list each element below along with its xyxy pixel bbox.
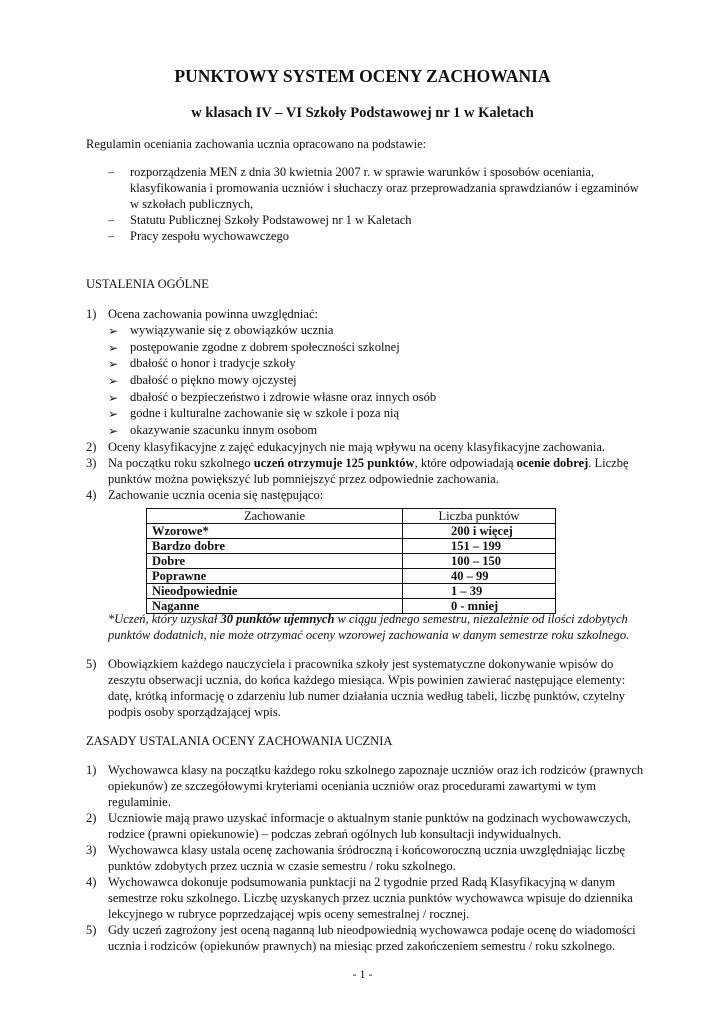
table-row (147, 554, 556, 569)
rule-item (86, 762, 646, 810)
arrow-bullet-icon: ➢ (108, 390, 119, 405)
criteria-item: ➢ godne i kulturalne zachowanie się w szkole i poza nią (108, 406, 400, 422)
rule-item (86, 487, 646, 503)
points-cell: 40 – 99 (403, 569, 556, 584)
grading-rules-list (86, 762, 646, 954)
rule-number: 4) (86, 875, 97, 889)
criteria-item: ➢ postępowanie zgodne z dobrem społeczności szkolnej (108, 339, 400, 355)
criteria-item: ➢ dbałość o piękno mowy ojczystej (108, 373, 297, 389)
rule-number: 1) (86, 763, 97, 777)
table-header-cell: Zachowanie (147, 509, 403, 524)
rule-item (86, 439, 646, 455)
arrow-bullet-icon: ➢ (108, 340, 119, 355)
rule-number: 1) (86, 307, 97, 321)
basis-item: – Pracy zespołu wychowawczego (86, 228, 646, 244)
grade-cell: Poprawne (147, 569, 403, 584)
table-header-row (147, 509, 556, 524)
table-row (147, 569, 556, 584)
grade-cell: Nieodpowiednie (147, 584, 403, 599)
arrow-bullet-icon: ➢ (108, 424, 119, 439)
criteria-list (86, 322, 646, 439)
intro-paragraph: Regulamin oceniania zachowania ucznia opracowano na podstawie: (86, 137, 427, 151)
rule-text: Oceny klasyfikacyjne z zajęć edukacyjnych nie mają wpływu na oceny klasyfikacyjne zachowania. (108, 439, 606, 454)
arrow-bullet-icon: ➢ (108, 324, 119, 338)
rule-text: Wychowawca klasy ustala ocenę zachowania śródroczną i końcoworoczną ucznia uwzględniając liczbę punktów zdobytych przez ucznia w czasie semestru / roku szkolnego. (108, 843, 626, 873)
page-number: - 1 - (352, 967, 373, 981)
grade-cell: Dobre (147, 554, 403, 569)
points-cell: 1 – 39 (403, 584, 556, 599)
document-subtitle: w klasach IV – VI Szkoły Podstawowej nr 1 w Kaletach (191, 105, 534, 121)
basis-item: – Statutu Publicznej Szkoły Podstawowej nr 1 w Kaletach (86, 212, 646, 228)
grade-cell: Bardzo dobre (147, 539, 403, 554)
criteria-item: ➢ wywiązywanie się z obowiązków ucznia (108, 323, 334, 338)
rule-item (86, 810, 646, 842)
points-table (146, 508, 556, 614)
rule-item (86, 656, 646, 720)
rule-text: Wychowawca dokonuje podsumowania punktacji na 2 tygodnie przed Radą Klasyfikacyjną w danym semestrze roku szkolnego. Liczbę uzyskanych przez ucznia punktów wychowawca wpisuje do dziennika lekcyjnego w rubryce poprzedzającej wpis oceny semestralnej / rocznej. (108, 875, 633, 921)
bold-phrase: 30 punktów ujemnych (220, 612, 335, 626)
rule-number: 3) (86, 455, 97, 470)
general-rules-list-continued (86, 656, 646, 720)
rule-number: 2) (86, 439, 97, 454)
rule-number: 5) (86, 657, 97, 671)
rule-item (86, 922, 646, 954)
points-cell: 100 – 150 (403, 554, 556, 569)
arrow-bullet-icon: ➢ (108, 357, 119, 372)
rule-item (86, 842, 646, 874)
points-cell: 0 - mniej (403, 599, 556, 614)
basis-list (86, 164, 646, 244)
table-header-cell: Liczba punktów (403, 509, 556, 524)
basis-item: – rozporządzenia MEN z dnia 30 kwietnia 2007 r. w sprawie warunków i sposobów oceniania, klasyfikowania i promowania uczniów i słuchaczy oraz przeprowadzania sprawdzianów i egzaminów w szkołach publicznych, (86, 164, 646, 212)
rule-text: Uczniowie mają prawo uzyskać informacje o aktualnym stanie punktów na godzinach wychowawczych, rodzice (prawni opiekunowie) – podczas zebrań ogólnych lub konsultacji indywidualnych. (108, 811, 631, 841)
rule-number: 5) (86, 923, 97, 937)
section-heading-rules: ZASADY USTALANIA OCENY ZACHOWANIA UCZNIA (86, 734, 393, 748)
criteria-item: ➢ okazywanie szacunku innym osobom (108, 423, 318, 439)
criteria-item: ➢ dbałość o bezpieczeństwo i zdrowie własne oraz innych osób (108, 389, 437, 405)
table-row (147, 539, 556, 554)
bold-phrase: uczeń otrzymuje 125 punktów (253, 455, 415, 470)
rule-item: 3) Na początku roku szkolnego uczeń otrzymuje 125 punktów, które odpowiadają ocenie dobrej. Liczbę punktów można powiększyć lub pomniejszyć przez odpowiednie zachowania. (86, 455, 629, 486)
rule-text: Obowiązkiem każdego nauczyciela i pracownika szkoły jest systematyczne dokonywanie wpisów do zeszytu obserwacji ucznia, do końca każdego miesiąca. Wpis powinien zawierać następujące elementy: datę, krótką informację o zdarzeniu lub numer działania ucznia według tabeli, liczbę punktów, czytelny podpis osoby sporządzającej wpis. (108, 657, 626, 719)
general-rules-list (86, 306, 646, 503)
rule-number: 3) (86, 843, 97, 857)
bold-phrase: ocenie dobrej (516, 455, 589, 470)
rule-item (86, 306, 646, 439)
grade-cell: Naganne (147, 599, 403, 614)
document-title: PUNKTOWY SYSTEM OCENY ZACHOWANIA (174, 66, 551, 86)
rule-text: Wychowawca klasy na początku każdego roku szkolnego zapoznaje uczniów oraz ich rodziców (prawnych opiekunów) ze szczegółowymi kryteriami oceniania uczniów oraz procedurami zawartymi w tym regulaminie. (108, 763, 644, 809)
rule-number: 2) (86, 811, 97, 825)
arrow-bullet-icon: ➢ (108, 407, 119, 422)
table-row (147, 584, 556, 599)
grade-cell: Wzorowe* (147, 524, 403, 539)
section-heading-general: USTALENIA OGÓLNE (86, 277, 209, 291)
points-cell: 151 – 199 (403, 539, 556, 554)
arrow-bullet-icon: ➢ (108, 374, 119, 389)
rule-item (86, 874, 646, 922)
criteria-item: ➢ dbałość o honor i tradycje szkoły (108, 356, 296, 372)
table-footnote: *Uczeń, który uzyskał 30 punktów ujemnych w ciągu jednego semestru, niezależnie od ilości zdobytych punktów dodatnich, nie może otrzymać oceny wzorowej zachowania w danym semestrze roku szkolnego. (108, 612, 630, 642)
rule-text: Zachowanie ucznia ocenia się następująco: (108, 487, 324, 502)
table-row (147, 524, 556, 539)
rule-text: Gdy uczeń zagrożony jest oceną naganną lub nieodpowiednią wychowawca podaje ocenę do wiadomości ucznia i rodziców (opiekunów prawnych) na miesiąc przed zakończeniem semestru / roku szkolnego. (108, 923, 636, 953)
rule-text: Ocena zachowania powinna uwzględniać: (108, 307, 318, 321)
rule-number: 4) (86, 487, 97, 502)
points-cell: 200 i więcej (403, 524, 556, 539)
